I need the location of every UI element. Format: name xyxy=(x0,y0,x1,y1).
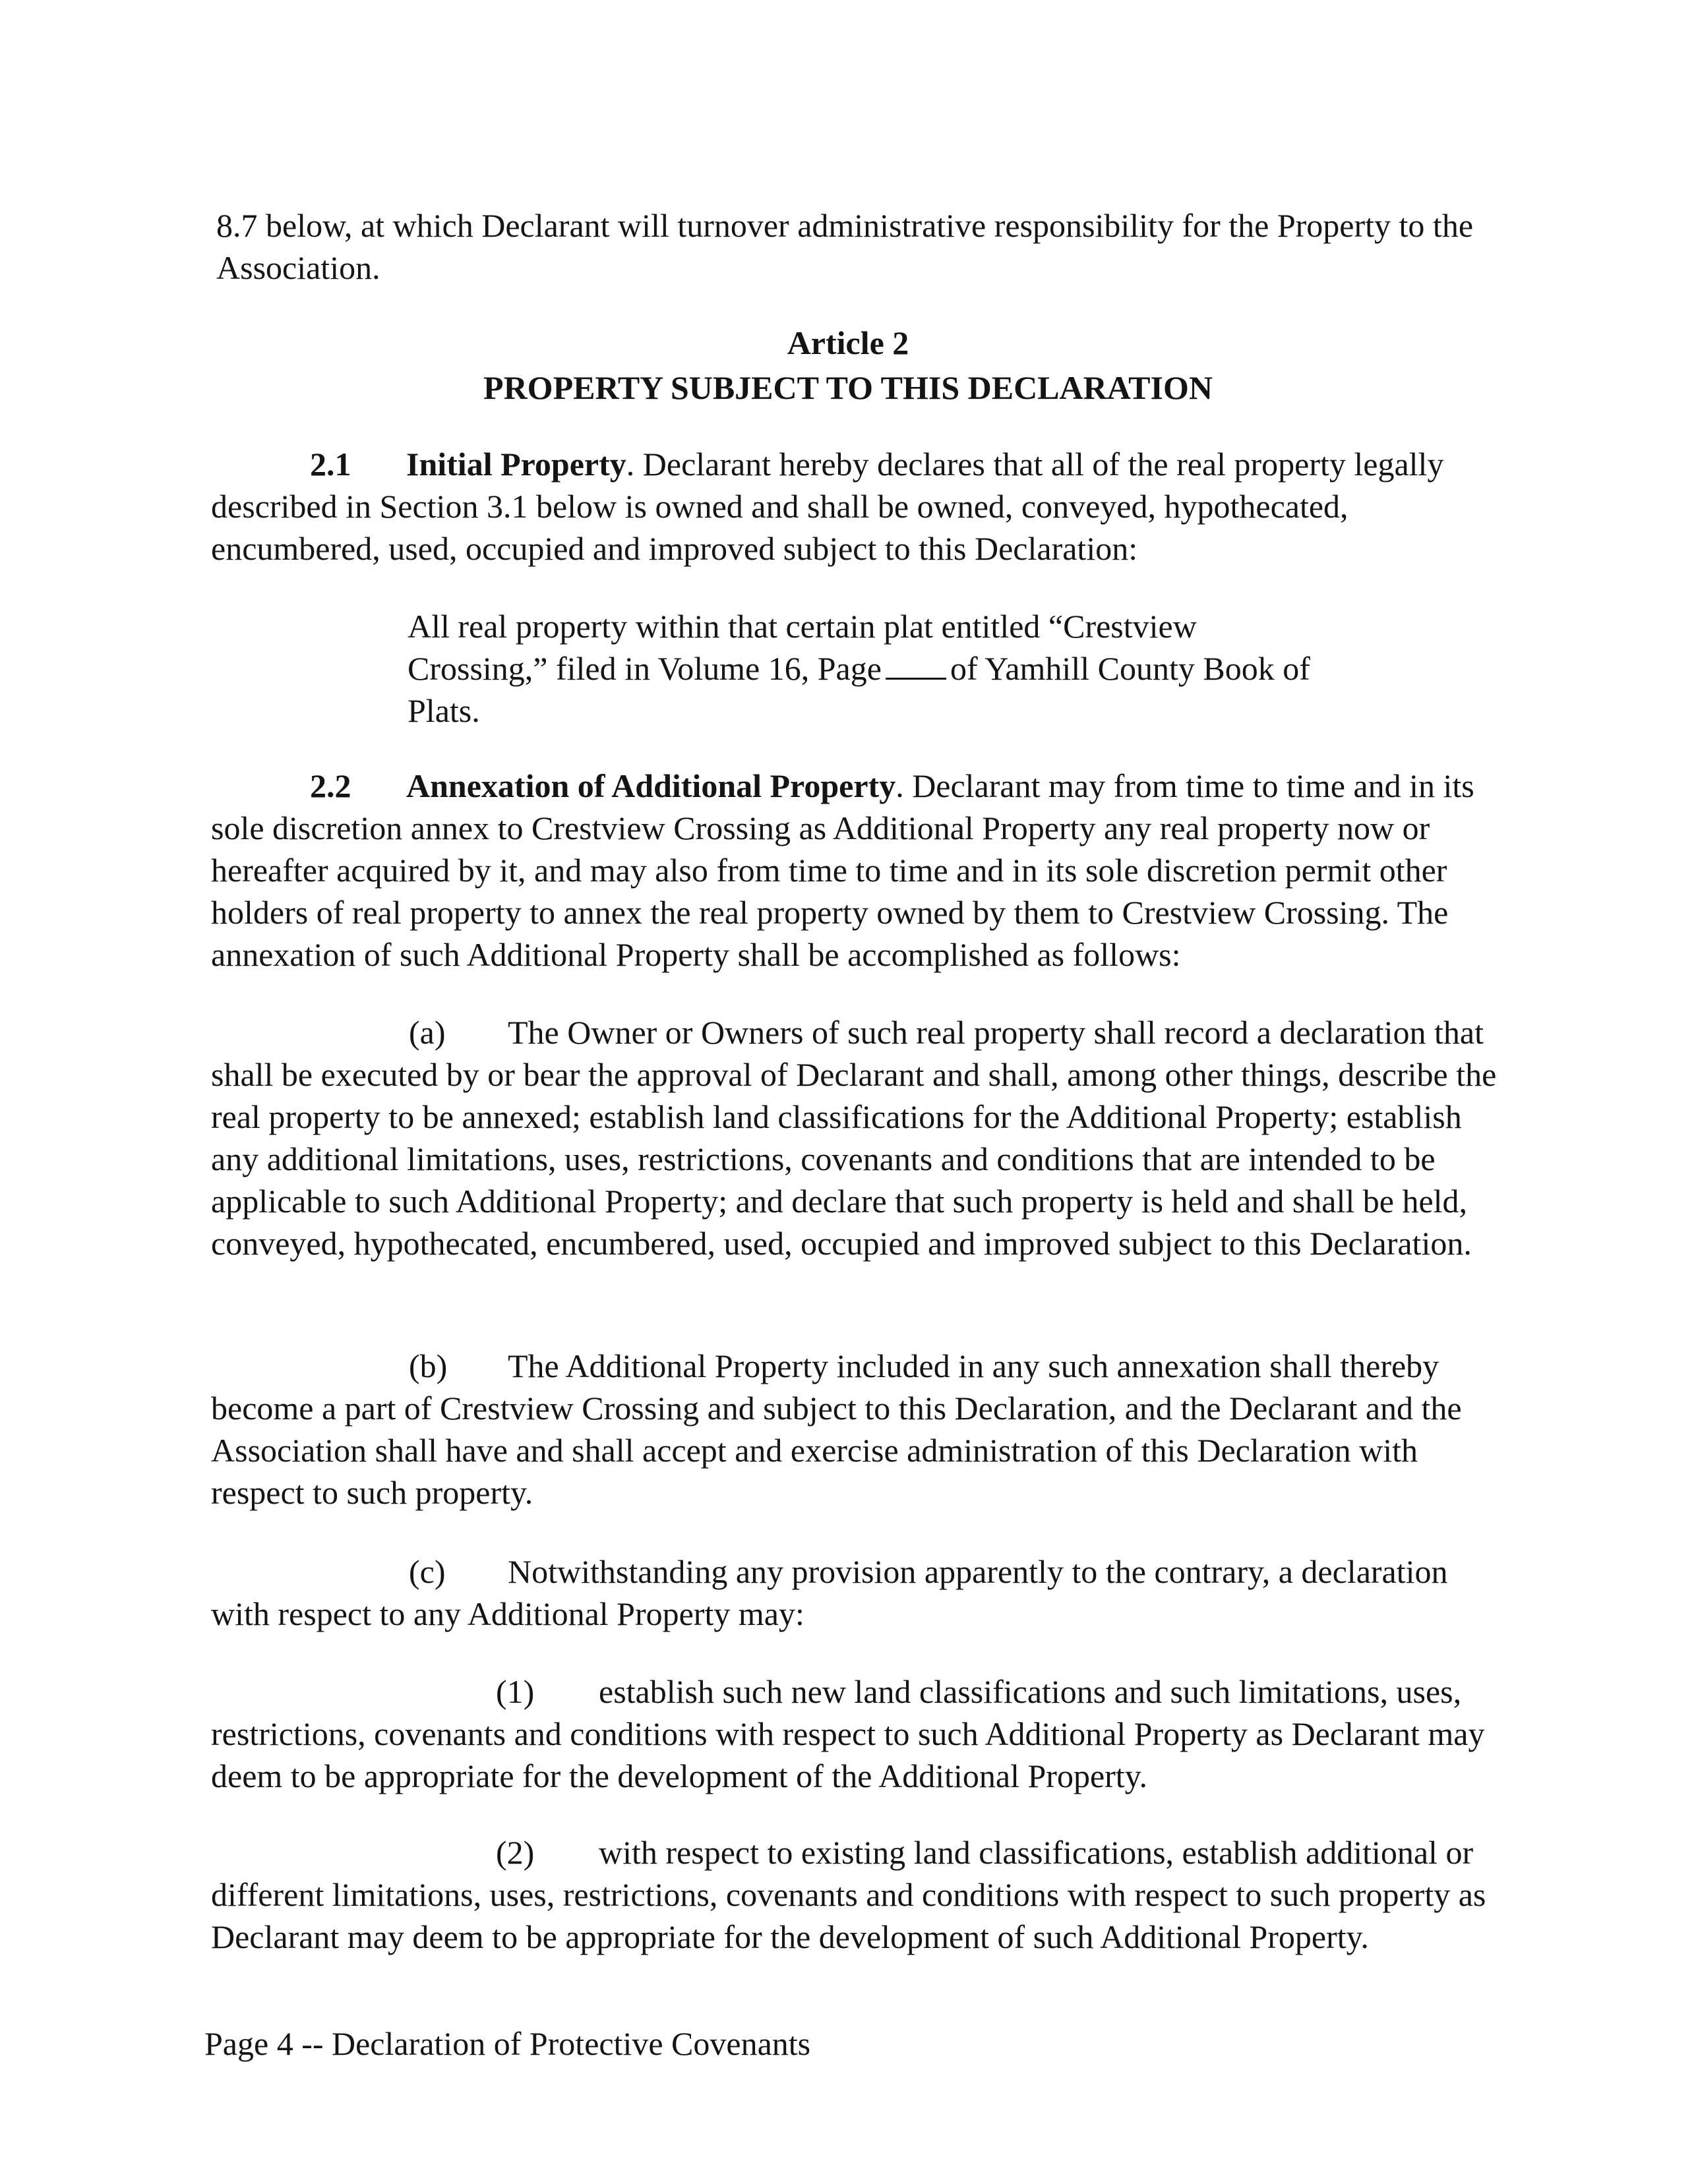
subsection-c1-label: (1) xyxy=(496,1673,535,1710)
subsection-c-label: (c) xyxy=(409,1553,446,1590)
subsection-c2-text: with respect to existing land classifications, establish additional or different limitations, uses, restrictions, covenants and conditions with respect to such property as Declarant may deem to be appropriate for the development of such Additional Property. xyxy=(211,1834,1486,1955)
subsection-c1-text: establish such new land classifications and such limitations, uses, restrictions, covenants and conditions with respect to such Additional Property as Declarant may deem to be appropriate for the development of the Additional Property. xyxy=(211,1673,1485,1794)
subsection-a-label: (a) xyxy=(409,1014,446,1051)
intro-line-2: Association. xyxy=(216,249,380,286)
intro-line-1: 8.7 below, at which Declarant will turnover administrative responsibility for the Property to the xyxy=(216,207,1474,244)
section-2-1-paragraph xyxy=(211,443,1503,570)
section-2-2-heading: Annexation of Additional Property xyxy=(406,767,896,804)
page-footer: Page 4 -- Declaration of Protective Covenants xyxy=(204,2025,811,2062)
section-2-1-heading: Initial Property xyxy=(406,446,626,483)
page-blank-line xyxy=(886,649,946,680)
section-2-1-text: . Declarant hereby declares that all of the real property legally described in Section 3.1 below is owned and shall be owned, conveyed, hypothecated, encumbered, used, occupied and improved subject to this Declaration: xyxy=(211,446,1444,567)
article-title: PROPERTY SUBJECT TO THIS DECLARATION xyxy=(483,369,1213,406)
article-number: Article 2 xyxy=(787,324,909,361)
subsection-c2-paragraph xyxy=(211,1831,1503,1958)
subsection-c1-paragraph xyxy=(211,1670,1503,1797)
intro-paragraph xyxy=(216,204,1496,289)
section-2-2-text: . Declarant may from time to time and in its sole discretion annex to Crestview Crossing as Additional Property any real property now or hereafter acquired by it, and may also from time to time and in its sole discretion permit other holders of real property to annex the real property owned by them to Crestview Crossing. The annexation of such Additional Property shall be accomplished as follows: xyxy=(211,767,1474,973)
section-2-2-paragraph xyxy=(211,765,1503,976)
subsection-b-label: (b) xyxy=(409,1347,448,1384)
subsection-c-text: Notwithstanding any provision apparently to the contrary, a declaration with respect to any Additional Property may: xyxy=(211,1553,1448,1632)
section-2-1-number: 2.1 xyxy=(310,446,351,483)
plat-quote-part-1: All real property within that certain plat entitled “Crestview Crossing,” filed in Volume 16, Page xyxy=(408,608,1197,687)
subsection-a-paragraph xyxy=(211,1011,1503,1264)
section-2-2-number: 2.2 xyxy=(310,767,351,804)
plat-quote-part-2: of Yamhill County Book of Plats. xyxy=(408,650,1310,729)
subsection-b-text: The Additional Property included in any such annexation shall thereby become a part of Crestview Crossing and subject to this Declaration, and the Declarant and the Association shall have and shall accept and exercise administration of this Declaration with respect to such property. xyxy=(211,1347,1462,1511)
subsection-c-paragraph xyxy=(211,1550,1503,1635)
subsection-b-paragraph xyxy=(211,1345,1503,1514)
plat-quote xyxy=(408,605,1317,732)
subsection-c2-label: (2) xyxy=(496,1834,535,1871)
subsection-a-text: The Owner or Owners of such real property shall record a declaration that shall be executed by or bear the approval of Declarant and shall, among other things, describe the real property to be annexed; establish land classifications for the Additional Property; establish any additional limitations, uses, restrictions, covenants and conditions that are intended to be applicable to such Additional Property; and declare that such property is held and shall be held, conveyed, hypothecated, encumbered, used, occupied and improved subject to this Declaration. xyxy=(211,1014,1497,1262)
